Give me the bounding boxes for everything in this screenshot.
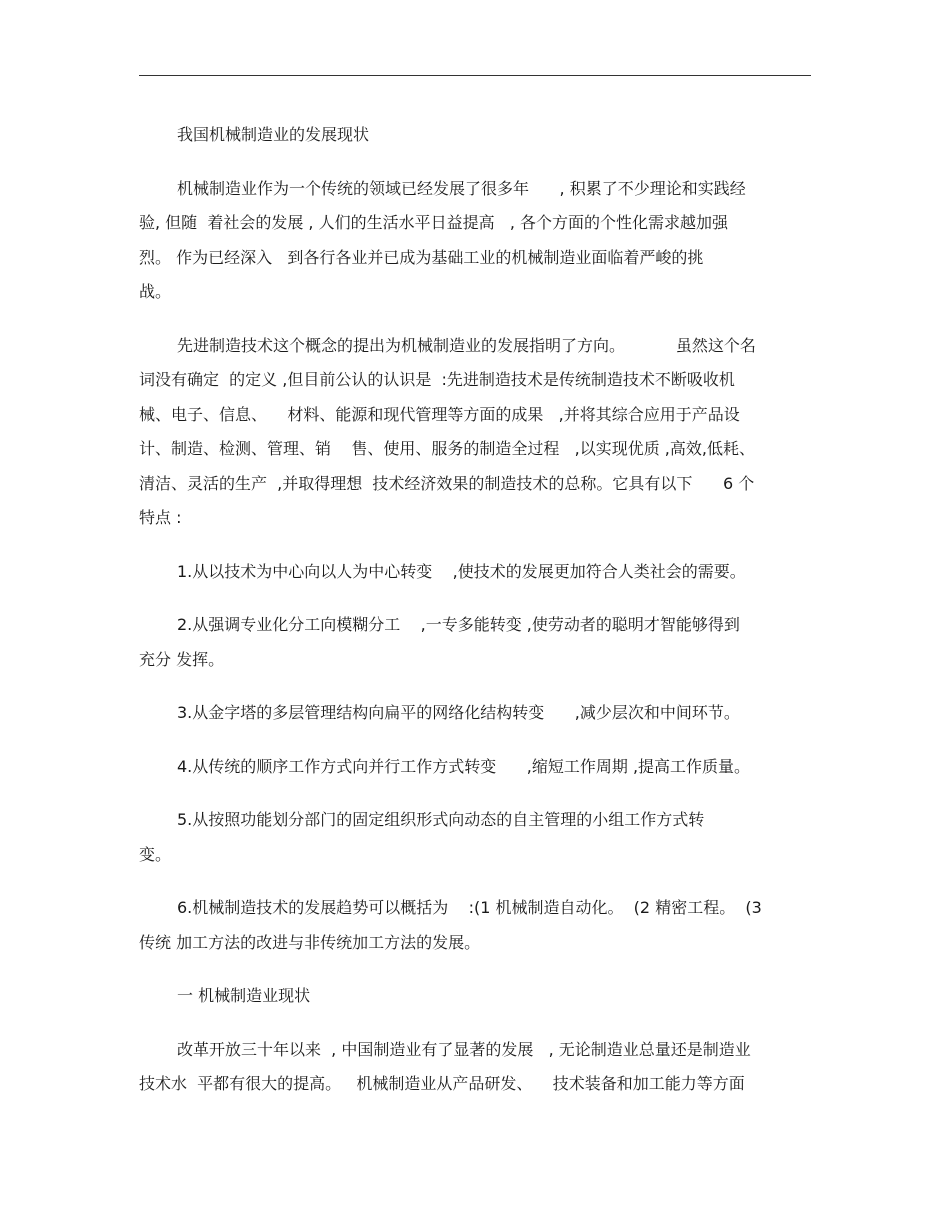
- list-item-line: 4.从传统的顺序工作方式向并行工作方式转变 ,缩短工作周期 ,提高工作质量。: [177, 756, 751, 776]
- list-item-line: 1.从以技术为中心向以人为中心转变 ,使技术的发展更加符合人类社会的需要。: [177, 561, 746, 581]
- paragraph-line: 技术水 平都有很大的提高。 机械制造业从产品研发、 技术装备和加工能力等方面: [139, 1074, 745, 1093]
- list-item-1: [139, 555, 811, 590]
- paragraph-line: 先进制造技术这个概念的提出为机械制造业的发展指明了方向。 虽然这个名: [177, 335, 756, 355]
- document-body: [139, 118, 811, 1121]
- heading-development-status: [139, 118, 811, 153]
- list-item-line: 充分 发挥。: [139, 649, 225, 669]
- paragraph-line: 计、制造、检测、管理、销 售、使用、服务的制造全过程 ,以实现优质 ,高效,低耗、: [139, 439, 755, 458]
- paragraph-line: 械、电子、信息、 材料、能源和现代管理等方面的成果 ,并将其综合应用于产品设: [139, 404, 740, 424]
- list-item-line: 6.机械制造技术的发展趋势可以概括为 :(1 机械制造自动化。 (2 精密工程。 (3: [177, 898, 762, 917]
- paragraph-advanced-manufacturing: [139, 329, 811, 536]
- list-item-line: 2.从强调专业化分工向模糊分工 ,一专多能转变 ,使劳动者的聪明才智能够得到: [177, 615, 740, 634]
- paragraph-line: 词没有确定 的定义 ,但目前公认的认识是 :先进制造技术是传统制造技术不断吸收机: [139, 370, 735, 389]
- paragraph-line: 改革开放三十年以来 , 中国制造业有了显著的发展 , 无论制造业总量还是制造业: [177, 1039, 751, 1059]
- list-item-5: [139, 803, 811, 872]
- heading-current-status: [139, 979, 811, 1014]
- heading-text: 我国机械制造业的发展现状: [177, 125, 370, 144]
- list-item-line: 变。: [139, 844, 172, 864]
- paragraph-line: 烈。 作为已经深入 到各行各业并已成为基础工业的机械制造业面临着严峻的挑: [139, 247, 704, 267]
- heading-text: 一 机械制造业现状: [177, 986, 311, 1005]
- paragraph-intro: [139, 172, 811, 310]
- list-item-line: 5.从按照功能划分部门的固定组织形式向动态的自主管理的小组工作方式转: [177, 810, 705, 829]
- paragraph-line: 战。: [139, 282, 172, 301]
- list-item-line: 传统 加工方法的改进与非传统加工方法的发展。: [139, 932, 481, 952]
- paragraph-line: 清洁、灵活的生产 ,并取得理想 技术经济效果的制造技术的总称。它具有以下 6 个: [139, 473, 755, 493]
- header-rule: [139, 75, 811, 76]
- list-item-4: [139, 750, 811, 785]
- paragraph-line: 机械制造业作为一个传统的领域已经发展了很多年 , 积累了不少理论和实践经: [177, 178, 746, 198]
- list-item-3: [139, 696, 811, 731]
- list-item-6: [139, 891, 811, 960]
- paragraph-reform: [139, 1033, 811, 1102]
- paragraph-line: 验, 但随 着社会的发展 , 人们的生活水平日益提高 , 各个方面的个性化需求越加强: [139, 213, 729, 232]
- list-item-line: 3.从金字塔的多层管理结构向扁平的网络化结构转变 ,减少层次和中间环节。: [177, 703, 740, 722]
- list-item-2: [139, 608, 811, 677]
- paragraph-line: 特点 :: [139, 508, 182, 527]
